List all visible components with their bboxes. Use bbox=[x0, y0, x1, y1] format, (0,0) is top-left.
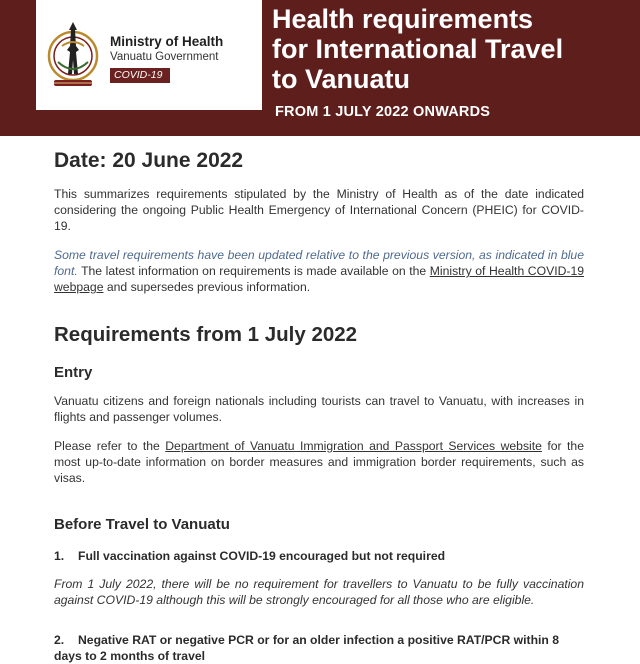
requirements-heading: Requirements from 1 July 2022 bbox=[54, 323, 358, 346]
update-note-tail: and supersedes previous information. bbox=[103, 280, 311, 294]
entry-p2-pre: Please refer to the bbox=[54, 439, 166, 453]
entry-paragraph-1: Vanuatu citizens and foreign nationals including tourists can travel to Vanuatu, with increases in flights and passenger volumes. bbox=[54, 394, 584, 424]
page-title: Health requirements for International Travel to Vanuatu bbox=[272, 4, 564, 94]
item-number: 1. bbox=[54, 549, 65, 563]
update-note-text: The latest information on requirements is made available on the bbox=[77, 264, 430, 278]
item-number: 2. bbox=[54, 633, 65, 647]
header-banner bbox=[0, 0, 640, 136]
item-title: Full vaccination against COVID-19 encouraged but not required bbox=[78, 549, 446, 563]
entry-heading: Entry bbox=[54, 364, 93, 381]
entry-paragraph-2 bbox=[54, 438, 584, 486]
moh-covid-webpage-link[interactable]: Ministry of Health COVID-19 webpage bbox=[54, 264, 584, 294]
requirement-item-1 bbox=[54, 548, 584, 564]
requirement-item-2 bbox=[54, 632, 584, 664]
ministry-name: Ministry of Health bbox=[110, 34, 224, 49]
entry-p2-post: for the most up-to-date information on border measures and immigration border requirements, such as visas. bbox=[54, 439, 584, 485]
document-body bbox=[54, 148, 584, 664]
item-title: Negative RAT or negative PCR or for an older infection a positive RAT/PCR within 8 days to 2 months of travel bbox=[54, 633, 560, 663]
government-name: Vanuatu Government bbox=[110, 51, 219, 63]
ministry-logo bbox=[36, 0, 262, 110]
page-subtitle: FROM 1 JULY 2022 ONWARDS bbox=[275, 104, 491, 120]
coat-of-arms-icon bbox=[44, 16, 102, 92]
covid-badge: COVID-19 bbox=[110, 68, 170, 83]
date-heading: Date: 20 June 2022 bbox=[54, 149, 244, 172]
before-travel-heading: Before Travel to Vanuatu bbox=[54, 516, 230, 533]
update-note-paragraph bbox=[54, 247, 584, 295]
requirement-item-1-note: From 1 July 2022, there will be no requirement for travellers to Vanuatu to be fully vaccination against COVID-19 although this will be strongly encouraged for all those who are eligible. bbox=[54, 577, 584, 607]
immigration-website-link[interactable]: Department of Vanuatu Immigration and Passport Services website bbox=[165, 439, 542, 453]
intro-paragraph: This summarizes requirements stipulated by the Ministry of Health as of the date indicated considering the ongoing Public Health Emergency of International Concern (PHEIC) for COVID-19. bbox=[54, 187, 584, 233]
update-note-italic: Some travel requirements have been updated relative to the previous version, as indicated in blue font. bbox=[54, 248, 584, 278]
